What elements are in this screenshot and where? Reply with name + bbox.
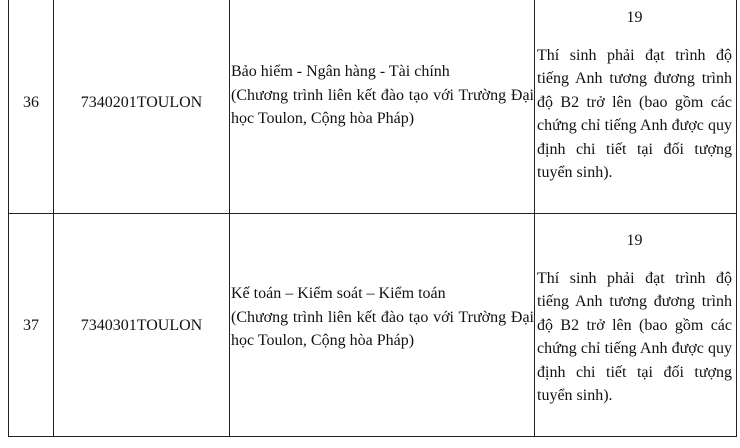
column-divider bbox=[229, 0, 230, 437]
requirement-cell bbox=[537, 6, 732, 185]
table-border-left bbox=[8, 0, 9, 437]
major-detail: (Chương trình liên kết đào tạo với Trường Đại học Toulon, Cộng hòa Pháp) bbox=[231, 86, 534, 127]
major-code: 7340201TOULON bbox=[80, 94, 203, 111]
major-detail: (Chương trình liên kết đào tạo với Trường Đại học Toulon, Cộng hòa Pháp) bbox=[231, 308, 534, 349]
major-title: Kế toán – Kiểm soát – Kiểm toán bbox=[231, 285, 446, 302]
benchmark-score: 19 bbox=[626, 9, 643, 26]
major-title: Bảo hiểm - Ngân hàng - Tài chính bbox=[231, 63, 450, 80]
row-divider bbox=[8, 213, 737, 214]
major-name bbox=[231, 60, 534, 131]
major-code: 7340301TOULON bbox=[80, 317, 203, 334]
benchmark-score: 19 bbox=[626, 232, 643, 249]
requirement-cell bbox=[537, 229, 732, 408]
row-number: 37 bbox=[23, 317, 39, 334]
english-requirement: Thí sinh phải đạt trình độ tiếng Anh tương đương trình độ B2 trở lên (bao gồm các chứng chỉ tiếng Anh được quy định chi tiết tại đối tượng tuyển sinh). bbox=[537, 46, 732, 181]
table-border-right bbox=[736, 0, 737, 437]
english-requirement: Thí sinh phải đạt trình độ tiếng Anh tương đương trình độ B2 trở lên (bao gồm các chứng chỉ tiếng Anh được quy định chi tiết tại đối tượng tuyển sinh). bbox=[537, 269, 732, 404]
row-number: 36 bbox=[23, 94, 39, 111]
column-divider bbox=[534, 0, 535, 437]
column-divider bbox=[53, 0, 54, 437]
major-name bbox=[231, 282, 534, 353]
table-border-bottom bbox=[8, 436, 737, 437]
